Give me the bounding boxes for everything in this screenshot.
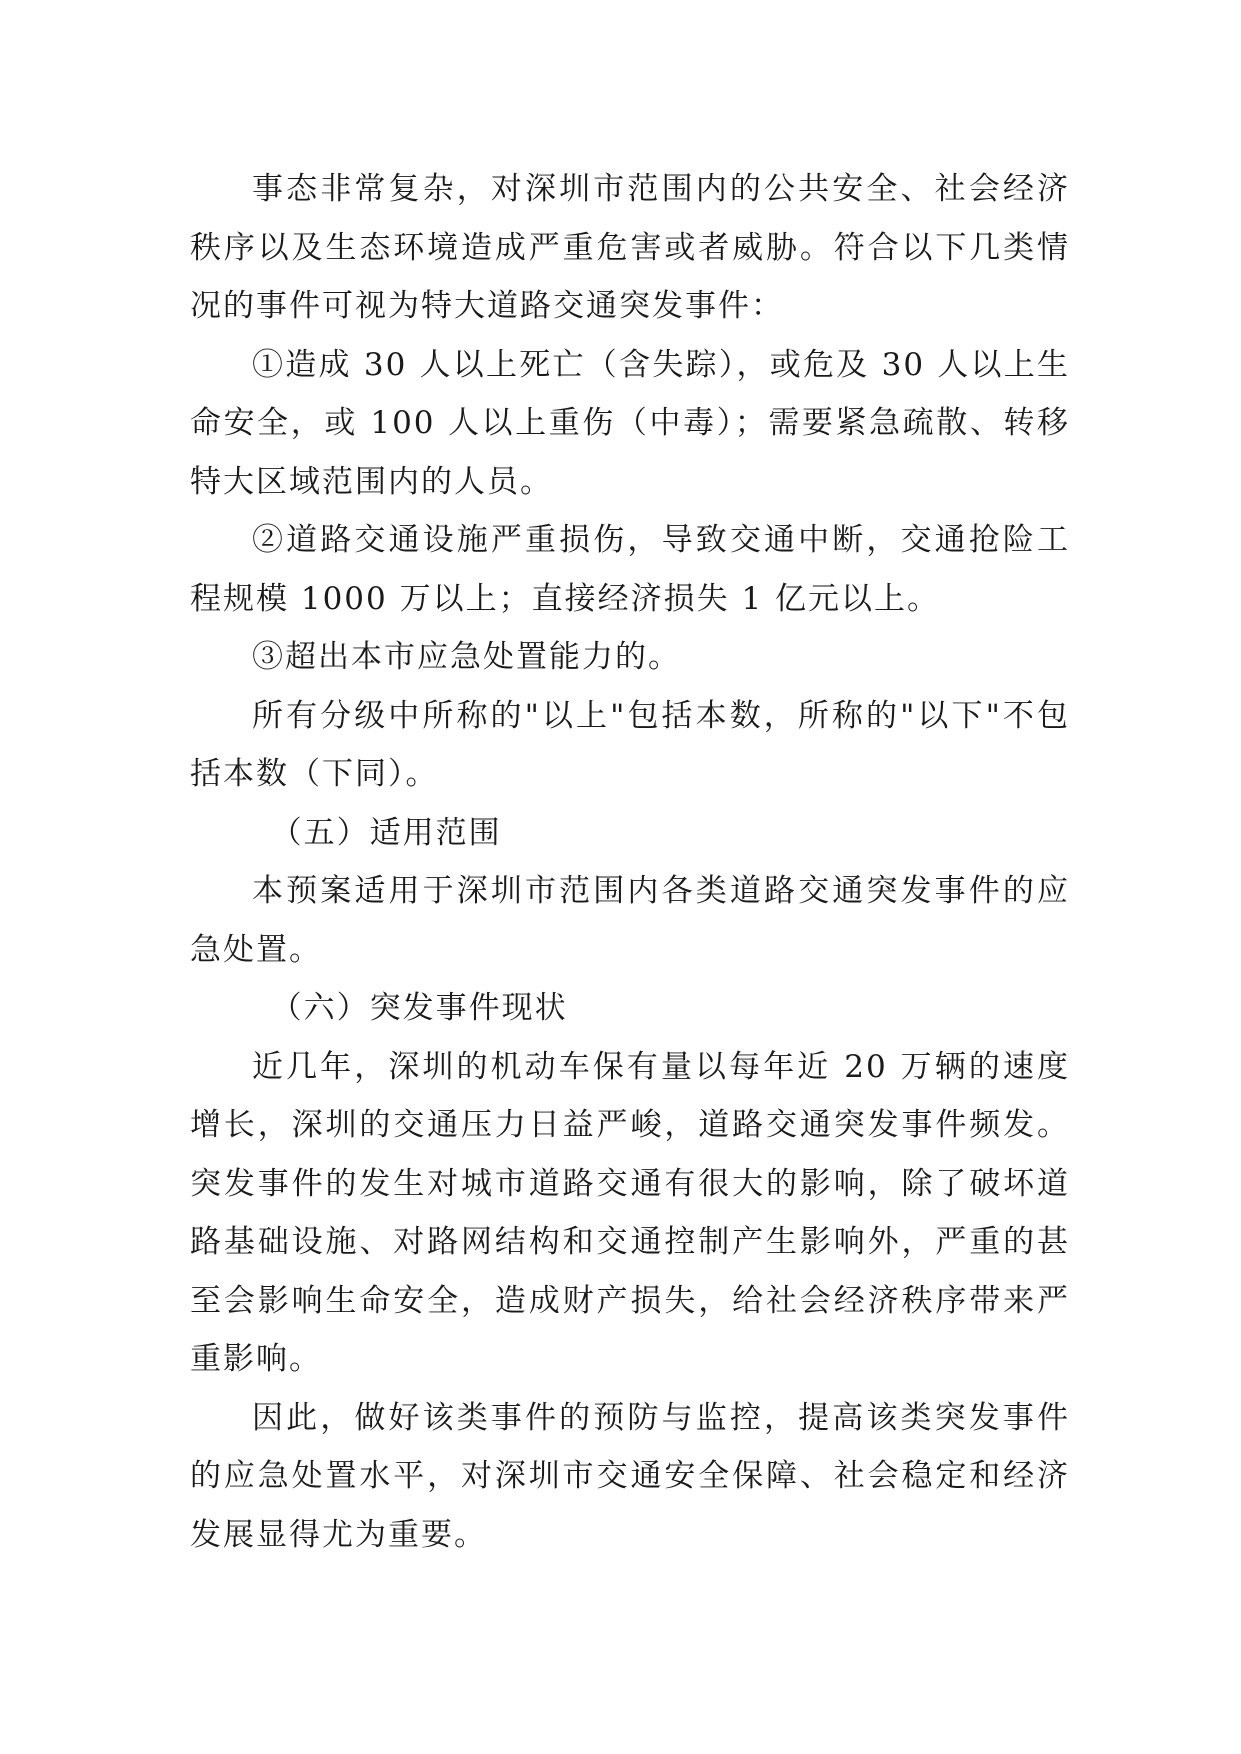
section-heading-scope: （五）适用范围: [270, 814, 502, 851]
paragraph-criterion-1: ①造成 30 人以上死亡（含失踪），或危及 30 人以上生命安全，或 100 人以上重伤（中毒）；需要紧急疏散、转移特大区域范围内的人员。: [190, 346, 1070, 500]
paragraph-conclusion: 因此，做好该类事件的预防与监控，提高该类突发事件的应急处置水平，对深圳市交通安全保障、社会稳定和经济发展显得尤为重要。: [190, 1399, 1070, 1553]
paragraph-criterion-3: ③超出本市应急处置能力的。: [252, 639, 681, 675]
paragraph-grading-note: 所有分级中所称的"以上"包括本数，所称的"以下"不包括本数（下同）。: [190, 697, 1070, 792]
paragraph-criterion-2: ②道路交通设施严重损伤，导致交通中断，交通抢险工程规模 1000 万以上；直接经济损失 1 亿元以上。: [190, 522, 1070, 617]
document-body: [190, 160, 1070, 1564]
section-heading-status: （六）突发事件现状: [270, 990, 568, 1026]
paragraph-severity-description: 事态非常复杂，对深圳市范围内的公共安全、社会经济秩序以及生态环境造成严重危害或者威胁。符合以下几类情况的事件可视为特大道路交通突发事件：: [190, 171, 1070, 324]
paragraph-scope: 本预案适用于深圳市范围内各类道路交通突发事件的应急处置。: [190, 873, 1070, 968]
paragraph-status: 近几年，深圳的机动车保有量以每年近 20 万辆的速度增长，深圳的交通压力日益严峻，道路交通突发事件频发。突发事件的发生对城市道路交通有很大的影响，除了破坏道路基础设施、对路网结构和交通控制产生影响外，严重的甚至会影响生命安全，造成财产损失，给社会经济秩序带来严重影响。: [190, 1048, 1070, 1377]
